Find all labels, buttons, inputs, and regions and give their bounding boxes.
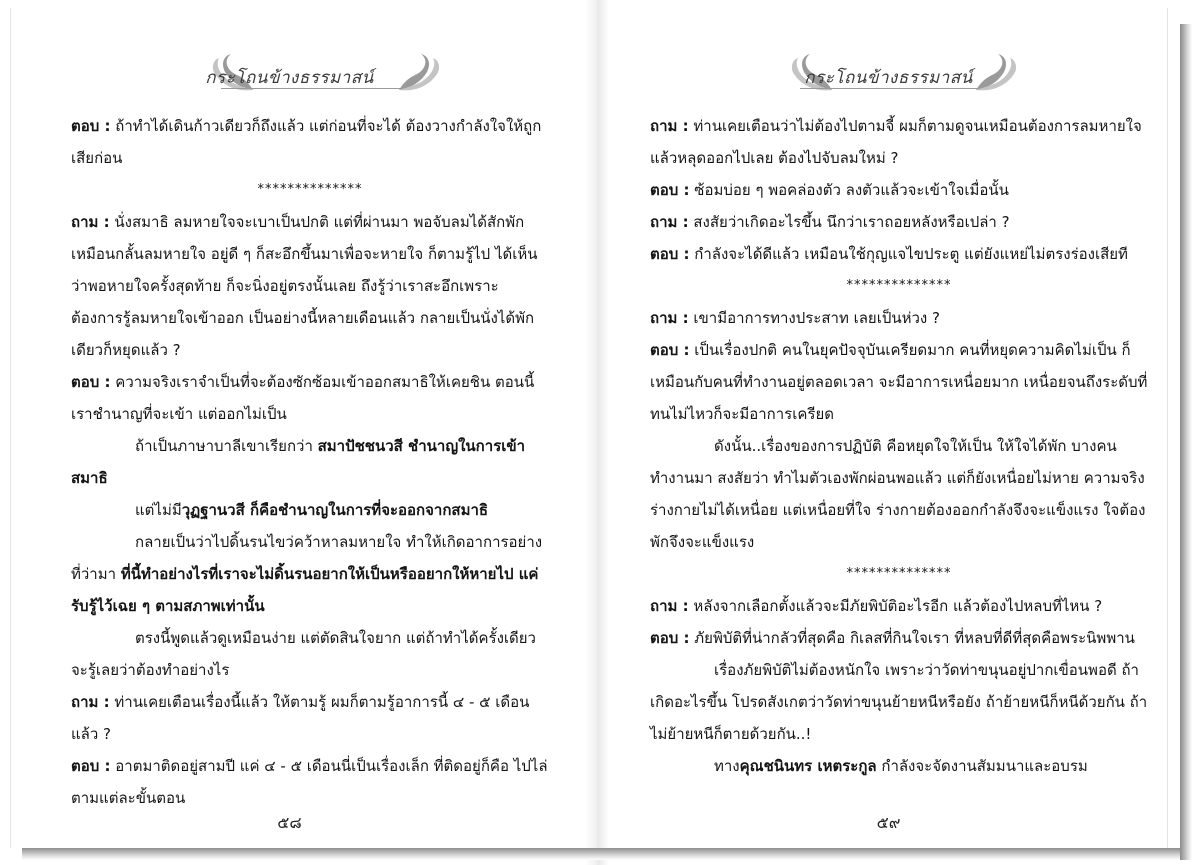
paragraph: ทางคุณชนินทร เหตระกูล กำลังจะจัดงานสัมมนาและอบรม: [714, 757, 1088, 775]
qa-question: ถาม : หลังจากเลือกตั้งแล้วจะมีภัยพิบัติอะไรอีก แล้วต้องไปหลบที่ไหน ?: [650, 597, 1103, 615]
header-rule: [800, 88, 990, 89]
left-page-body: [71, 110, 549, 814]
paragraph: เรื่องภัยพิบัติไม่ต้องหนักใจ เพราะว่าวัดท่าขนุนอยู่ปากเขื่อนพอดี ถ้าเกิดอะไรขึ้น โปรดสังเกตว่าวัดท่าขนุนย้ายหนีหรือยัง ถ้าย้ายหนีก็หนีด้วยกัน ถ้าไม่ย้ายหนีก็ตายด้วยกัน..!: [650, 661, 1148, 743]
paragraph: กลายเป็นว่าไปดิ้นรนไขว่คว้าหาลมหายใจ ทำให้เกิดอาการอย่างที่ว่ามา ที่นี้ทำอย่างไรที่เราจะไม่ดิ้นรนอยากให้เป็นหรืออยากให้หายไป แค่รับรู้ไว้เฉย ๆ ตามสภาพเท่านั้น: [71, 533, 543, 615]
qa-answer: ตอบ : เป็นเรื่องปกติ คนในยุคปัจจุบันเครียดมาก คนที่หยุดความคิดไม่เป็น ก็เหมือนกับคนที่ทำงานอยู่ตลอดเวลา จะมีอาการเหนื่อยมาก เหนื่อยจนถึงระดับที่ทนไม่ไหวก็จะมีอาการเครียด: [650, 341, 1148, 423]
thai-ornament-icon: [968, 50, 1028, 100]
left-page: [10, 8, 568, 848]
paragraph: แต่ไม่มีวุฏฐานวสี ก็คือชำนาญในการที่จะออกจากสมาธิ: [135, 501, 489, 519]
qa-answer: ตอบ : ภัยพิบัติที่น่ากลัวที่สุดคือ กิเลสที่กินใจเรา ที่หลบที่ดีที่สุดคือพระนิพพาน: [650, 629, 1135, 647]
qa-question: ถาม : เขามีอาการทางประสาท เลยเป็นห่วง ?: [650, 309, 940, 327]
paragraph: ดังนั้น..เรื่องของการปฏิบัติ คือหยุดใจให้เป็น ให้ใจได้พัก บางคนทำงานมา สงสัยว่า ทำไมตัวเองพักผ่อนพอแล้ว แต่ก็ยังเหนื่อยไม่หาย ความจริงร่างกายไม่ได้เหนื่อย แต่เหนื่อยที่ใจ ร่างกายต้องออกกำลังจึงจะแข็งแรง ใจต้องพักจึงจะแข็งแรง: [650, 437, 1146, 551]
qa-question: ถาม : สงสัยว่าเกิดอะไรขึ้น นึกว่าเราถอยหลังหรือเปล่า ?: [650, 213, 1010, 231]
thai-ornament-icon: [391, 50, 451, 100]
page-number: ๕๙: [876, 813, 901, 832]
section-divider: **************: [846, 278, 952, 293]
qa-question: ถาม : ท่านเคยเตือนว่าไม่ต้องไปตามจี้ ผมก็ตามดูจนเหมือนต้องการลมหายใจ แล้วหลุดออกไปเลย ต้องไปจับลมใหม่ ?: [650, 117, 1142, 167]
header-rule: [221, 88, 411, 89]
qa-answer: ตอบ : ถ้าทำได้เดินก้าวเดียวก็ถึงแล้ว แต่ก่อนที่จะได้ ต้องวางกำลังใจให้ถูกเสียก่อน: [71, 117, 542, 167]
qa-answer: ตอบ : ความจริงเราจำเป็นที่จะต้องซักซ้อมเข้าออกสมาธิให้เคยชิน ตอนนี้เราชำนาญที่จะเข้า แต่ออกไม่เป็น: [71, 373, 535, 423]
paragraph: ตรงนี้พูดแล้วดูเหมือนง่าย แต่ตัดสินใจยาก แต่ถ้าทำได้ครั้งเดียวจะรู้เลยว่าต้องทำอย่างไร: [71, 629, 536, 679]
page-number: ๕๘: [277, 813, 302, 832]
qa-answer: ตอบ : ซ้อมบ่อย ๆ พอคล่องตัว ลงตัวแล้วจะเข้าใจเมื่อนั้น: [650, 181, 1009, 199]
header-title: กระโถนข้างธรรมาสน์: [205, 68, 374, 88]
section-divider: **************: [257, 182, 363, 197]
book-spine: [585, 0, 609, 865]
qa-answer: ตอบ : อาตมาติดอยู่สามปี แค่ ๔ - ๕ เดือนนี่เป็นเรื่องเล็ก ที่ติดอยู่ก็คือ ไปไล่ตามแต่ละขั้นตอน: [71, 757, 548, 807]
paragraph: ถ้าเป็นภาษาบาลีเขาเรียกว่า สมาปัชชนวสี ชำนาญในการเข้าสมาธิ: [71, 437, 526, 487]
header-title: กระโถนข้างธรรมาสน์: [804, 68, 973, 88]
right-page-header: [610, 50, 1167, 100]
qa-answer: ตอบ : กำลังจะได้ดีแล้ว เหมือนใช้กุญแจไขประตู แต่ยังแหย่ไม่ตรงร่องเสียที: [650, 245, 1128, 263]
page-shadow-right: [1180, 24, 1192, 860]
right-page: [610, 8, 1168, 848]
page-shadow-bottom: [22, 848, 1187, 860]
right-page-body: [650, 110, 1148, 782]
qa-question: ถาม : นั่งสมาธิ ลมหายใจจะเบาเป็นปกติ แต่ที่ผ่านมา พอจับลมได้สักพัก เหมือนกลั้นลมหายใจ อยู่ดี ๆ ก็สะอึกขึ้นมาเพื่อจะหายใจ ก็ตามรู้ไป ได้เห็นว่าพอหายใจครั้งสุดท้าย ก็จะนิ่งอยู่ตรงนั้นเลย ถึงรู้ว่าเราสะอึกเพราะต้องการรู้ลมหายใจเข้าออก เป็นอย่างนี้หลายเดือนแล้ว กลายเป็นนั่งได้พักเดียวก็หยุดแล้ว ?: [71, 213, 538, 359]
qa-question: ถาม : ท่านเคยเตือนเรื่องนี้แล้ว ให้ตามรู้ ผมก็ตามรู้อาการนี้ ๔ - ๕ เดือนแล้ว ?: [71, 693, 530, 743]
left-page-header: [11, 50, 568, 100]
section-divider: **************: [846, 566, 952, 581]
